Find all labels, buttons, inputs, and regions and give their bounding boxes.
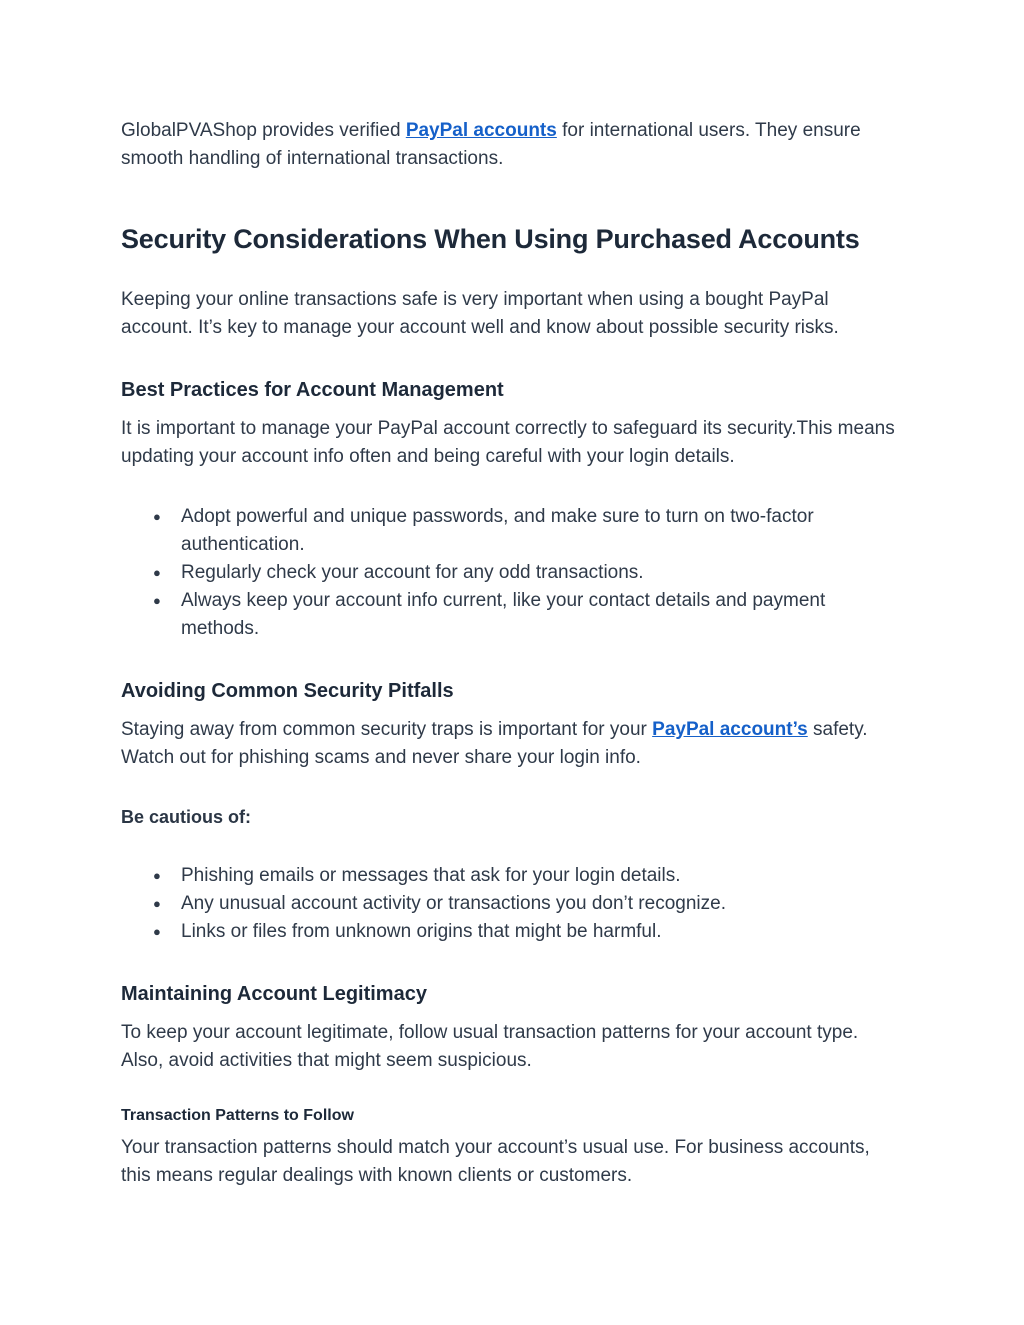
- list-item: [121, 587, 901, 643]
- transaction-patterns-heading: Transaction Patterns to Follow: [121, 1107, 354, 1124]
- list-item-text: Regularly check your account for any odd transactions.: [181, 562, 644, 583]
- paypal-accounts-link[interactable]: PayPal accounts: [405, 120, 557, 141]
- list-item-text: Adopt powerful and unique passwords, and make sure to turn on two-factor authentication.: [181, 506, 814, 555]
- bullet-icon: ●: [153, 593, 161, 608]
- intro-paragraph: [121, 117, 901, 173]
- intro-text-before: GlobalPVAShop provides verified: [121, 120, 406, 141]
- list-item-text: Phishing emails or messages that ask for your login details.: [181, 865, 681, 886]
- list-item: [121, 503, 901, 559]
- best-practices-paragraph: It is important to manage your PayPal account correctly to safeguard its security.This means updating your account info often and being careful with your login details.: [121, 418, 895, 467]
- list-item-text: Any unusual account activity or transactions you don’t recognize.: [181, 893, 726, 914]
- legitimacy-paragraph: To keep your account legitimate, follow usual transaction patterns for your account type. Also, avoid activities that might seem suspicious.: [121, 1022, 859, 1071]
- paypal-account-link[interactable]: PayPal account’s: [652, 719, 808, 740]
- security-paragraph: Keeping your online transactions safe is very important when using a bought PayPal account. It’s key to manage your account well and know about possible security risks.: [121, 289, 839, 338]
- pitfalls-paragraph: [121, 716, 901, 772]
- best-practices-list: [121, 503, 901, 643]
- pitfalls-text-after: safety. Watch out for phishing scams and never share your login info.: [121, 719, 868, 768]
- list-item: [121, 890, 901, 918]
- account-legitimacy-heading: Maintaining Account Legitimacy: [121, 983, 427, 1005]
- best-practices-heading: Best Practices for Account Management: [121, 379, 504, 401]
- transaction-patterns-paragraph: Your transaction patterns should match your account’s usual use. For business accounts, this means regular dealings with known clients or customers.: [121, 1137, 870, 1186]
- bullet-icon: ●: [153, 868, 161, 883]
- bullet-icon: ●: [153, 509, 161, 524]
- bullet-icon: ●: [153, 565, 161, 580]
- cautious-list: [121, 862, 901, 946]
- bullet-icon: ●: [153, 896, 161, 911]
- security-considerations-heading: Security Considerations When Using Purchased Accounts: [121, 224, 860, 254]
- list-item-text: Links or files from unknown origins that might be harmful.: [181, 921, 662, 942]
- intro-text-after: for international users. They ensure smooth handling of international transactions.: [121, 120, 861, 169]
- common-pitfalls-heading: Avoiding Common Security Pitfalls: [121, 680, 454, 702]
- be-cautious-label: Be cautious of:: [121, 807, 252, 827]
- bullet-icon: ●: [153, 924, 161, 939]
- pitfalls-text-before: Staying away from common security traps is important for your: [121, 719, 653, 740]
- list-item: [121, 559, 901, 587]
- list-item: [121, 862, 901, 890]
- list-item: [121, 918, 901, 946]
- list-item-text: Always keep your account info current, like your contact details and payment methods.: [181, 590, 826, 639]
- document-page: [121, 117, 901, 1190]
